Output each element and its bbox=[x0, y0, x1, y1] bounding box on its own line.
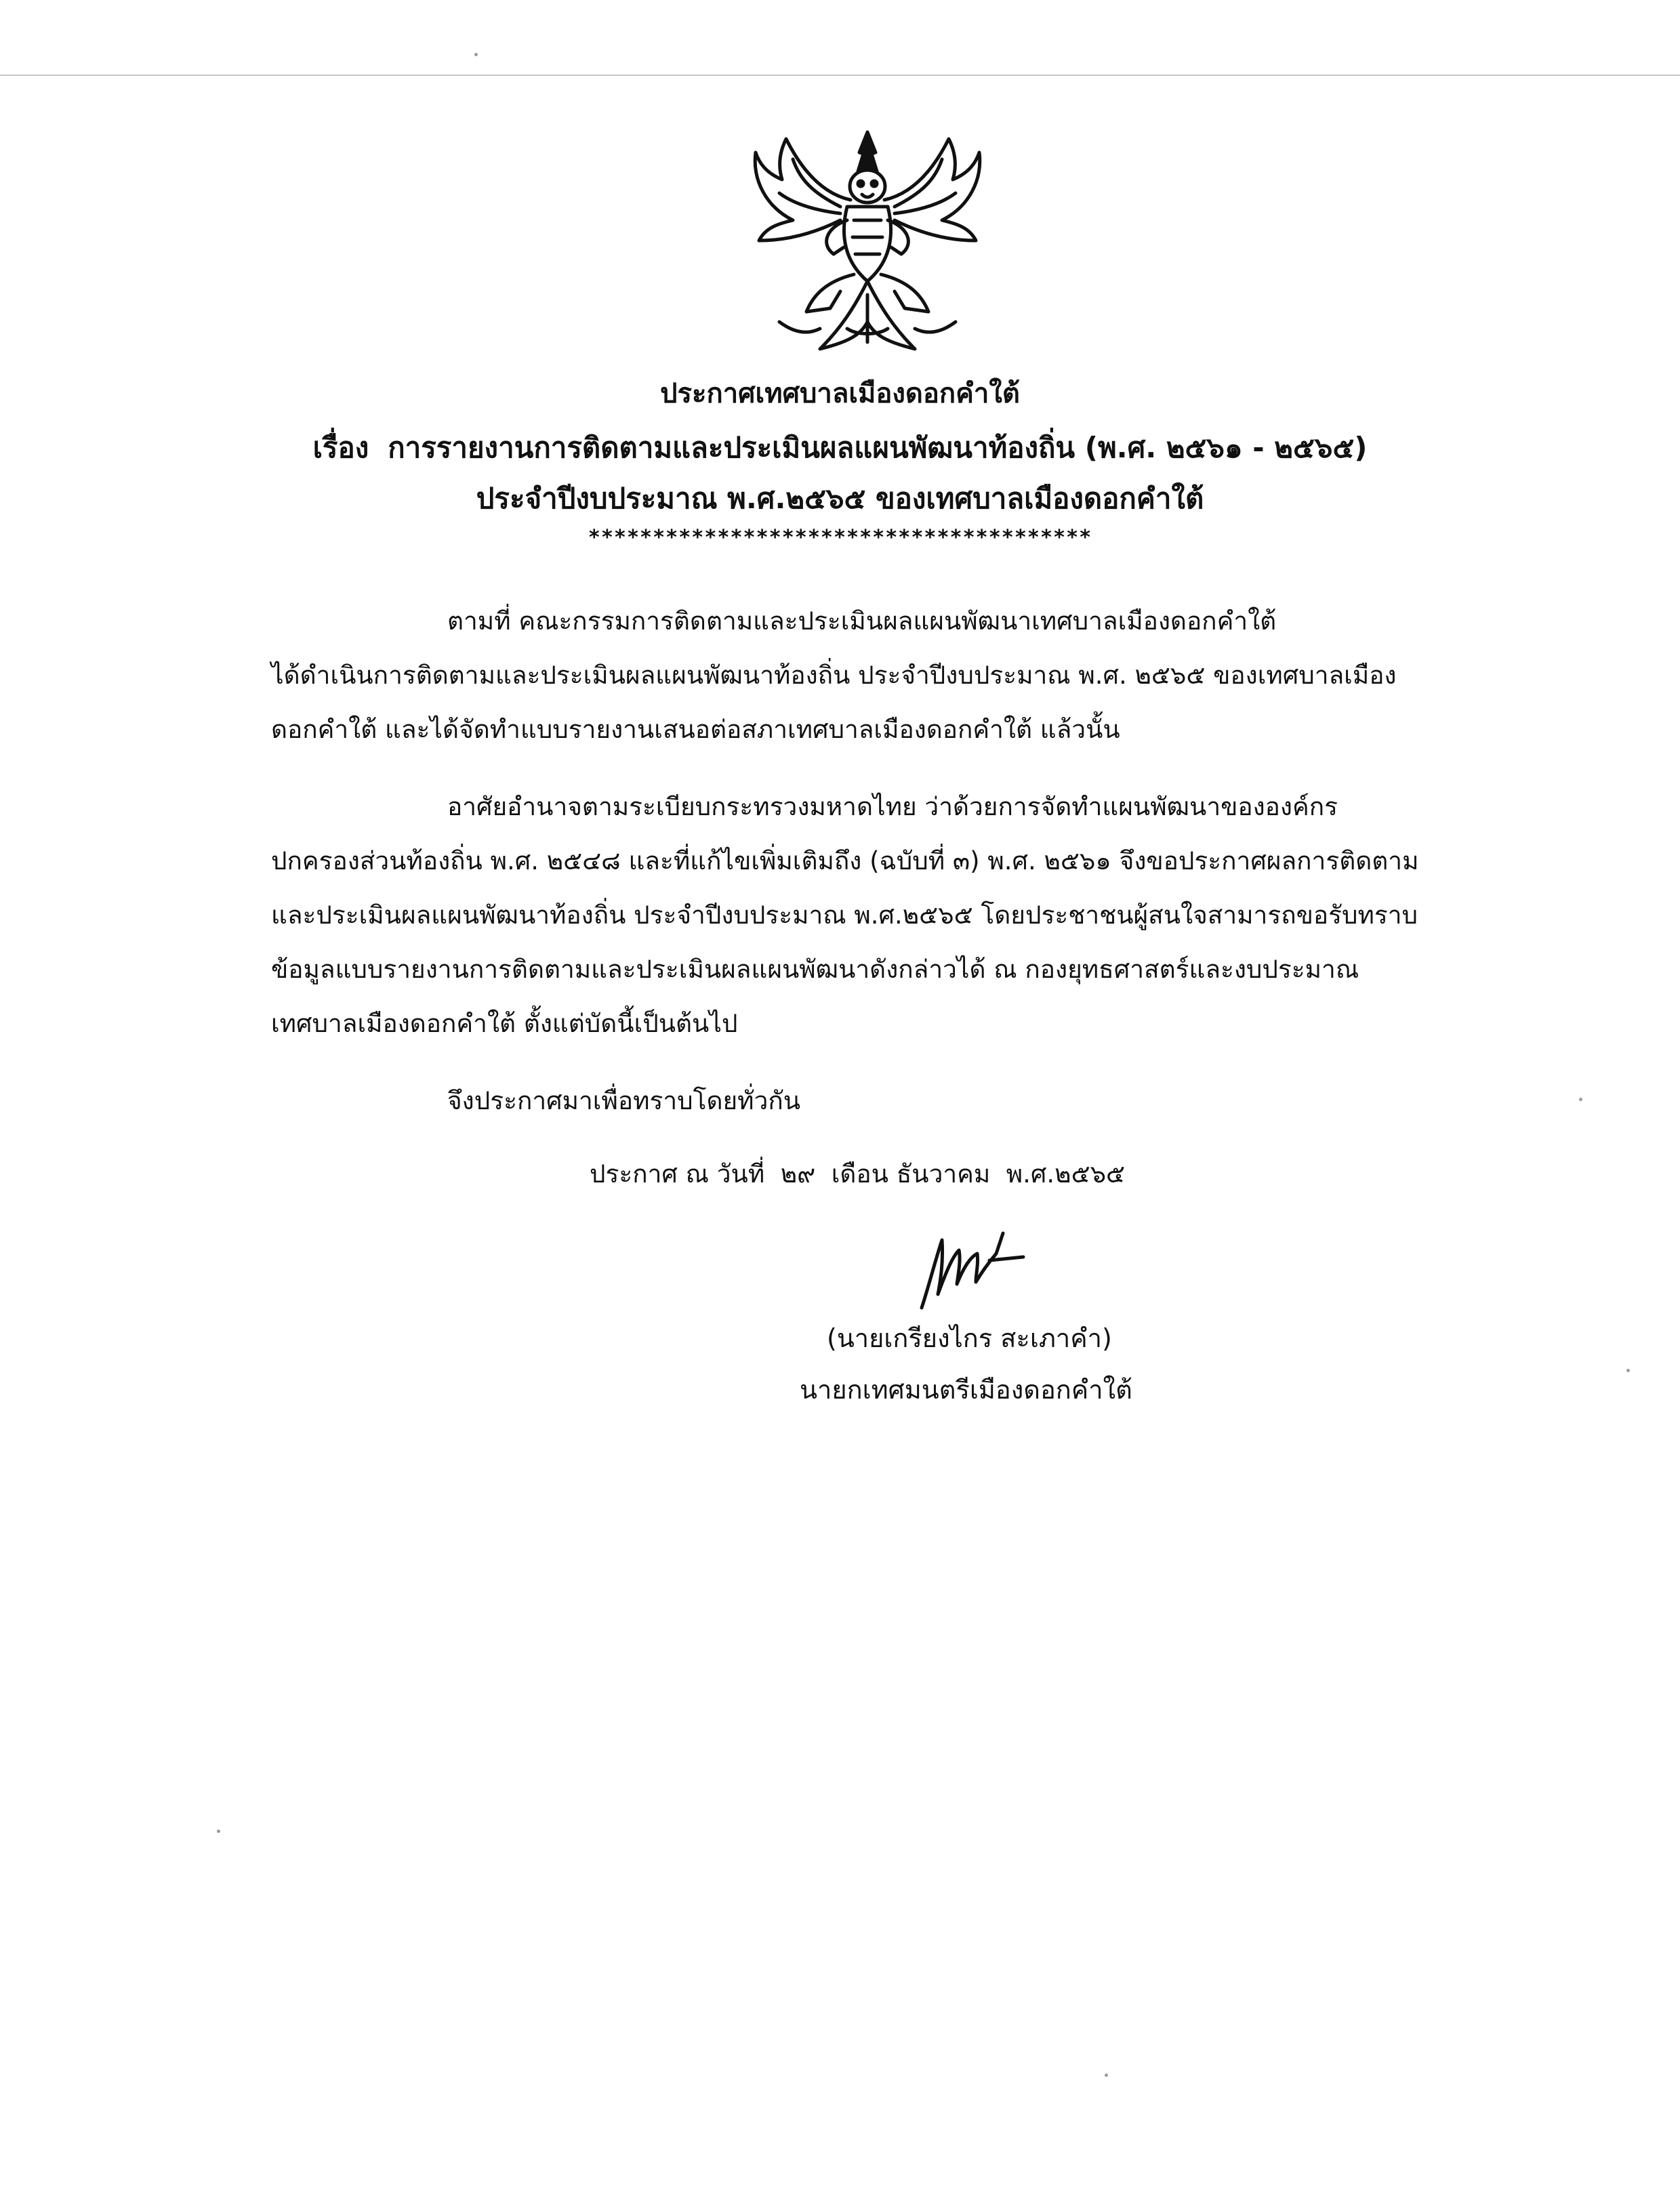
paragraph1-line: ดอกคำใต้ และได้จัดทำแบบรายงานเสนอต่อสภาเทศบาลเมืองดอกคำใต้ แล้วนั้น bbox=[271, 715, 1120, 744]
scan-speck bbox=[217, 1830, 220, 1833]
garuda-emblem-icon bbox=[739, 125, 996, 369]
fiscal-year-line: ประจำปีงบประมาณ พ.ศ.๒๕๖๕ ของเทศบาลเมืองดอกคำใต้ bbox=[476, 482, 1204, 515]
separator-stars: *************************************** bbox=[588, 526, 1092, 550]
signatory-title: นายกเทศมนตรีเมืองดอกคำใต้ bbox=[800, 1375, 1132, 1405]
paragraph2-line: และประเมินผลแผนพัฒนาท้องถิ่น ประจำปีงบประมาณ พ.ศ.๒๕๖๕ โดยประชาชนผู้สนใจสามารถขอรับทราบ bbox=[271, 901, 1418, 930]
handwritten-signature bbox=[908, 1220, 1044, 1315]
scan-speck bbox=[1105, 2073, 1108, 2077]
announcement-header: ประกาศเทศบาลเมืองดอกคำใต้ bbox=[660, 378, 1020, 409]
paragraph1-line: ตามที่ คณะกรรมการติดตามและประเมินผลแผนพัฒนาเทศบาลเมืองดอกคำใต้ bbox=[447, 606, 1277, 636]
scan-edge-line bbox=[0, 75, 1680, 76]
paragraph1-line: ได้ดำเนินการติดตามและประเมินผลแผนพัฒนาท้องถิ่น ประจำปีงบประมาณ พ.ศ. ๒๕๖๕ ของเทศบาลเมือง bbox=[271, 661, 1397, 690]
scan-speck bbox=[1626, 1369, 1630, 1372]
subject-label: เรื่อง bbox=[312, 431, 369, 464]
paragraph2-line: ข้อมูลแบบรายงานการติดตามและประเมินผลแผนพัฒนาดังกล่าวได้ ณ กองยุทธศาสตร์และงบประมาณ bbox=[271, 955, 1359, 984]
paragraph2-line: เทศบาลเมืองดอกคำใต้ ตั้งแต่บัดนี้เป็นต้นไป bbox=[271, 1009, 738, 1038]
scan-speck bbox=[474, 53, 478, 56]
date-line: ประกาศ ณ วันที่ ๒๙ เดือน ธันวาคม พ.ศ.๒๕๖๕ bbox=[590, 1159, 1126, 1189]
announcement-subject-line bbox=[0, 426, 1680, 470]
signatory-name: (นายเกรียงไกร สะเภาคำ) bbox=[827, 1323, 1112, 1353]
paragraph2-line: ปกครองส่วนท้องถิ่น พ.ศ. ๒๕๔๘ และที่แก้ไขเพิ่มเติมถึง (ฉบับที่ ๓) พ.ศ. ๒๕๖๑ จึงขอประกาศผลการติดตาม bbox=[271, 846, 1419, 875]
scan-speck bbox=[1579, 1098, 1582, 1101]
paragraph2-line: อาศัยอำนาจตามระเบียบกระทรวงมหาดไทย ว่าด้วยการจัดทำแผนพัฒนาขององค์กร bbox=[447, 792, 1338, 821]
subject-text: การรายงานการติดตามและประเมินผลแผนพัฒนาท้องถิ่น (พ.ศ. ๒๕๖๑ - ๒๕๖๕) bbox=[388, 431, 1368, 464]
closing-line: จึงประกาศมาเพื่อทราบโดยทั่วกัน bbox=[447, 1086, 801, 1115]
